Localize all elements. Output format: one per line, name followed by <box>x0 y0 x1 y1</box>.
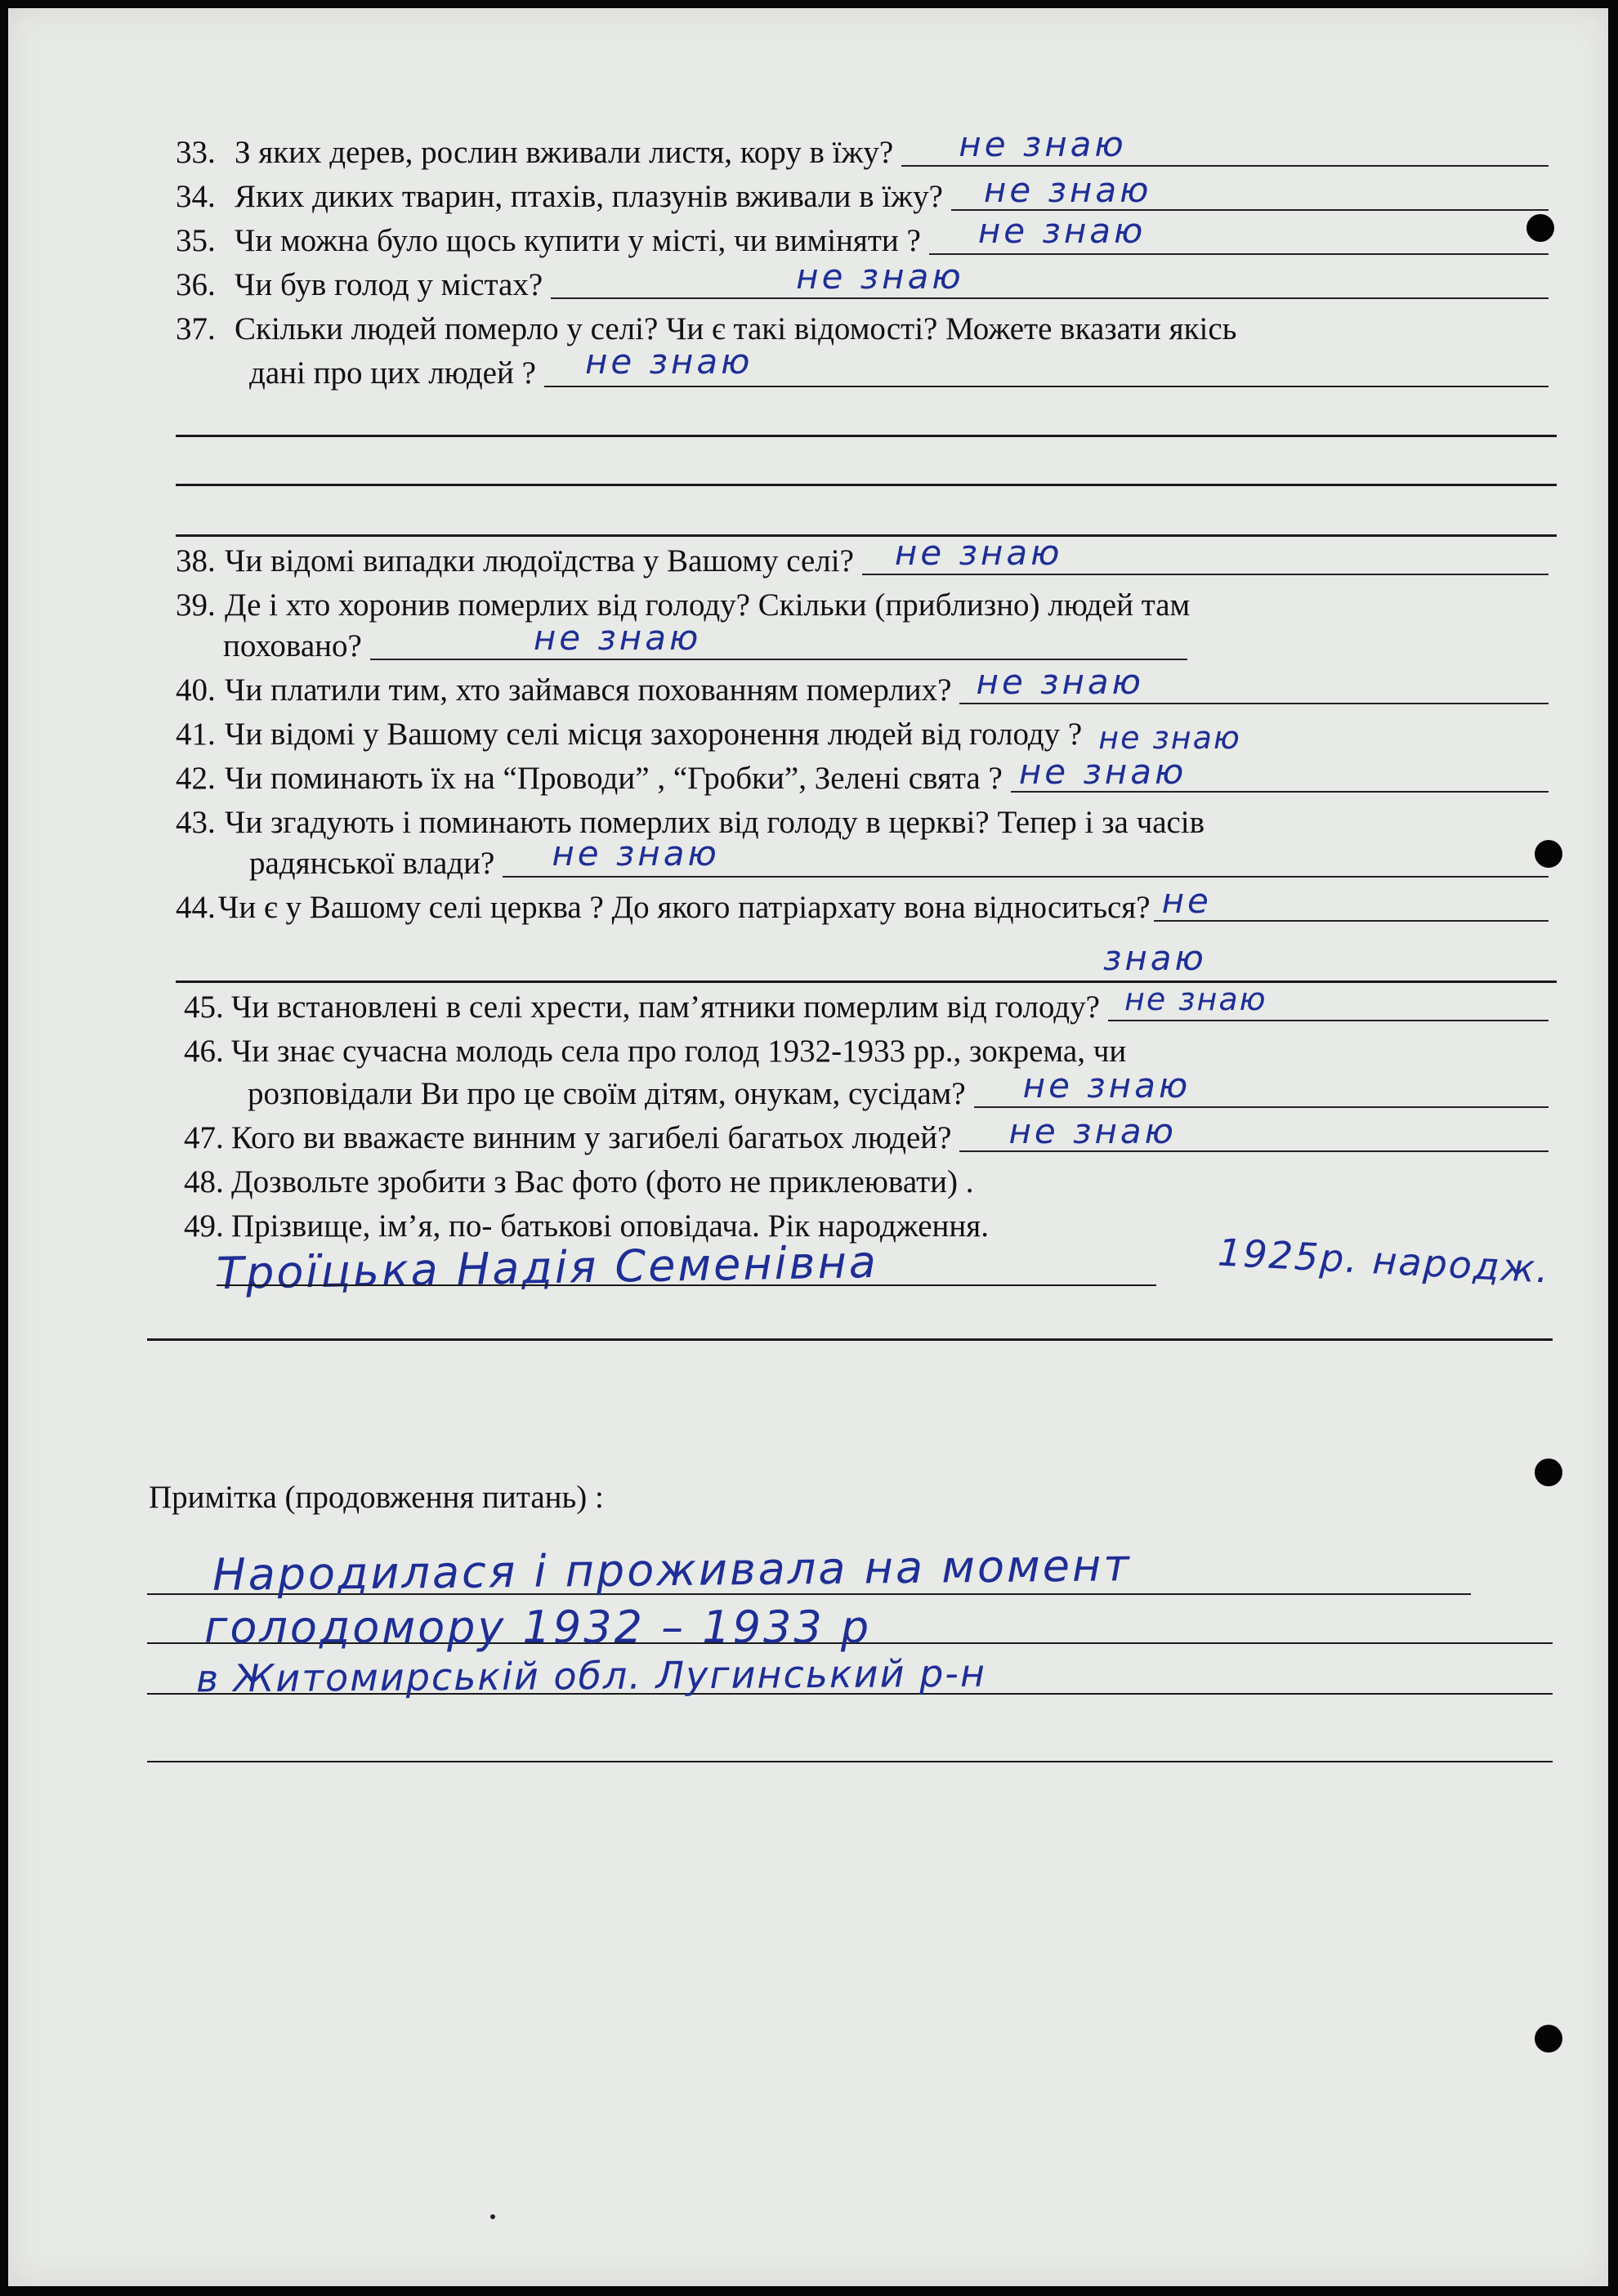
question-number: 39. <box>176 587 216 623</box>
question-number: 33. <box>176 135 216 170</box>
question-text: Чи можна було щось купити у місті, чи виміняти ? <box>235 223 921 258</box>
question-33 <box>176 124 1549 175</box>
question-text: Прізвище, ім’я, по- батькові оповідача. Рік народження. <box>231 1208 989 1244</box>
question-text: Чи поминають їх на “Проводи” , “Гробки”, Зелені свята ? <box>225 761 1003 796</box>
question-number: 42. <box>176 761 216 796</box>
handwritten-answer: не знаю <box>959 124 1127 164</box>
question-48 <box>184 1160 1549 1204</box>
answer-line <box>862 533 1549 575</box>
question-text: Чи знає сучасна молодь села про голод 1932-1933 рр., зокрема, чи <box>231 1034 1127 1069</box>
handwritten-answer: не знаю <box>552 833 720 873</box>
punch-hole <box>1535 2025 1562 2053</box>
question-text: Чи платили тим, хто займався похованням померлих? <box>225 672 952 708</box>
question-list-2 <box>176 533 1549 930</box>
question-number: 36. <box>176 267 216 302</box>
answer-line <box>147 1338 1553 1341</box>
handwritten-answer: не знаю <box>983 170 1152 210</box>
question-45 <box>184 981 1549 1030</box>
answer-line <box>503 833 1549 878</box>
question-40 <box>176 662 1549 712</box>
question-47 <box>184 1111 1549 1160</box>
handwritten-answer: не знаю <box>584 342 753 382</box>
handwritten-answer: не знаю <box>1008 1111 1178 1151</box>
question-text: Чи є у Вашому селі церква ? До якого патріархату вона відноситься? <box>218 890 1151 925</box>
question-44 <box>176 881 1549 930</box>
question-text-continued: дані про цих людей ? <box>249 355 536 391</box>
answer-line <box>176 980 1557 983</box>
question-43-continued <box>176 833 1549 886</box>
question-text: З яких дерев, рослин вживали листя, кору в їжу? <box>235 135 894 170</box>
question-number: 35. <box>176 223 216 258</box>
blank-answer-line <box>176 435 1557 437</box>
question-list <box>176 124 1549 395</box>
handwritten-answer-continued: знаю <box>1103 938 1207 978</box>
narrator-name: Троїцька Надія Семенівна <box>216 1235 879 1300</box>
question-37-continued <box>176 342 1549 395</box>
question-text: Скільки людей померло у селі? Чи є такі відомості? Можете вказати якісь <box>235 311 1237 346</box>
narrator-name-underline <box>217 1284 1156 1286</box>
note-handwriting-line-2: голодомору 1932 – 1933 р <box>204 1601 872 1653</box>
handwritten-answer: не знаю <box>894 533 1063 573</box>
question-37 <box>176 307 1549 351</box>
question-number: 43. <box>176 805 216 840</box>
question-number: 44. <box>176 890 216 925</box>
handwritten-answer: не знаю <box>796 257 964 297</box>
question-number: 45. <box>184 989 224 1025</box>
questionnaire-sheet <box>8 8 1608 2286</box>
question-number: 46. <box>184 1034 224 1069</box>
question-41 <box>176 712 1549 757</box>
question-text: Де і хто хоронив померлих від голоду? Скільки (приблизно) людей там <box>225 587 1191 623</box>
blank-answer-line <box>176 534 1557 537</box>
question-text: Чи відомі випадки людоїдства у Вашому селі? <box>225 543 854 578</box>
note-line <box>147 1761 1553 1762</box>
question-39 <box>176 583 1549 628</box>
question-46-continued <box>184 1065 1549 1116</box>
punch-hole <box>1535 1458 1562 1486</box>
handwritten-answer: не знаю <box>533 618 702 658</box>
question-34 <box>176 170 1549 219</box>
note-handwriting-line-1: Народилася і проживала на момент <box>212 1539 1132 1601</box>
handwritten-answer: не знаю <box>1022 1065 1191 1106</box>
blank-answer-line <box>176 484 1557 486</box>
question-number: 34. <box>176 179 216 214</box>
answer-line <box>544 342 1549 387</box>
answer-line <box>1154 881 1549 922</box>
narrator-birth-year: 1925р. народж. <box>1216 1230 1552 1292</box>
answer-line <box>1011 752 1549 793</box>
question-text-continued: поховано? <box>223 628 362 663</box>
answer-line <box>370 618 1187 660</box>
answer-line <box>1108 981 1549 1021</box>
question-text: Кого ви вважаєте винним у загибелі багатьох людей? <box>231 1120 952 1155</box>
handwritten-answer: не <box>1161 881 1212 921</box>
question-number: 41. <box>176 717 216 752</box>
question-text: Чи згадують і поминають померлих від голоду в церкві? Тепер і за часів <box>225 805 1205 840</box>
question-text-continued: радянської влади? <box>249 846 495 881</box>
handwritten-answer: не знаю <box>1124 981 1267 1017</box>
question-number: 48. <box>184 1164 224 1199</box>
question-text: Чи відомі у Вашому селі місця захоронення людей від голоду ? <box>225 717 1083 752</box>
handwritten-answer: не знаю <box>977 211 1146 251</box>
answer-line <box>959 662 1549 704</box>
answer-line <box>974 1065 1549 1108</box>
note-label: Примітка (продовження питань) : <box>149 1480 604 1515</box>
question-46 <box>184 1030 1549 1074</box>
question-text: Яких диких тварин, птахів, плазунів вживали в їжу? <box>235 179 943 214</box>
question-text-continued: розповідали Ви про це своїм дітям, онукам, сусідам? <box>248 1076 966 1111</box>
answer-line <box>901 124 1549 167</box>
question-36 <box>176 257 1549 307</box>
question-43 <box>176 801 1549 845</box>
stray-mark <box>490 2214 495 2219</box>
answer-line <box>929 211 1549 255</box>
handwritten-answer: не знаю <box>1018 752 1187 792</box>
question-text: Дозвольте зробити з Вас фото (фото не приклеювати) . <box>231 1164 974 1199</box>
answer-line <box>951 170 1549 211</box>
question-number: 37. <box>176 311 216 346</box>
question-number: 38. <box>176 543 216 578</box>
question-text: Чи встановлені в селі хрести, пам’ятники померлим від голоду? <box>231 989 1100 1025</box>
answer-line <box>959 1111 1549 1152</box>
question-number: 40. <box>176 672 216 708</box>
question-39-continued <box>176 618 1549 668</box>
question-number: 47. <box>184 1120 224 1155</box>
handwritten-answer: не знаю <box>976 662 1145 702</box>
note-handwriting-line-3: в Житомирській обл. Лугинський р-н <box>195 1651 987 1701</box>
question-text: Чи був голод у містах? <box>235 267 543 302</box>
answer-line <box>551 257 1549 299</box>
question-number: 49. <box>184 1208 224 1244</box>
question-42 <box>176 752 1549 801</box>
handwritten-answer: не знаю <box>1098 720 1241 756</box>
question-list-3 <box>184 981 1549 1249</box>
question-38 <box>176 533 1549 583</box>
